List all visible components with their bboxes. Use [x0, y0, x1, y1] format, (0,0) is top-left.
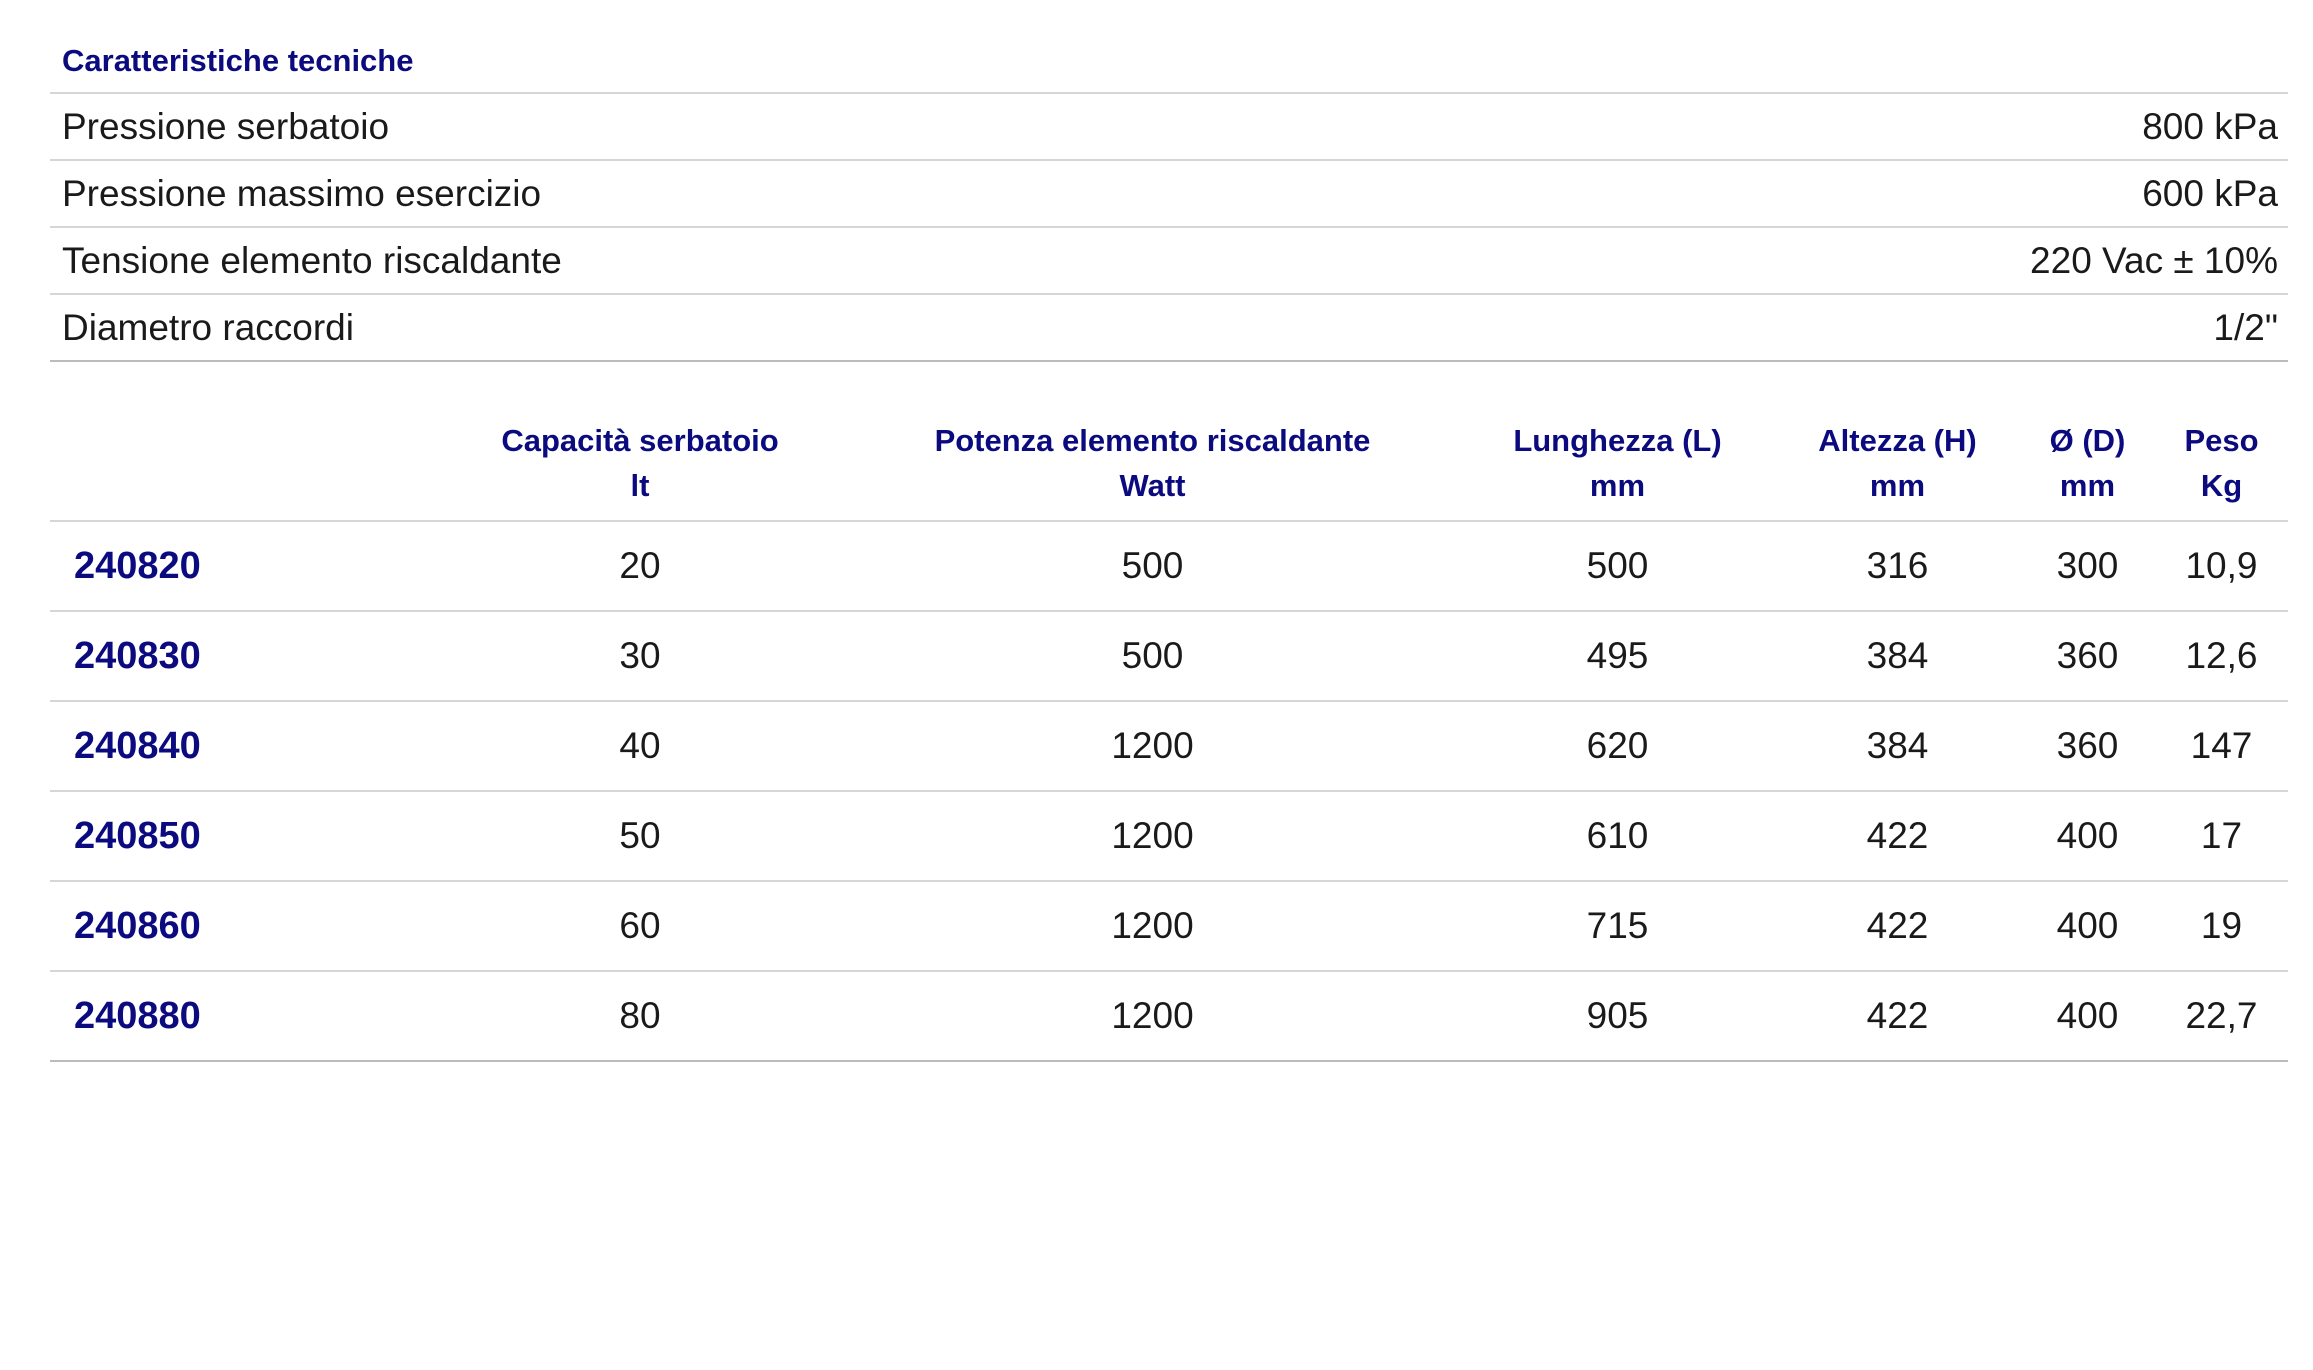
diameter-cell: 360 — [2020, 611, 2155, 701]
header-height — [1775, 408, 2020, 521]
power-cell: 1200 — [845, 791, 1460, 881]
diameter-cell: 400 — [2020, 971, 2155, 1061]
power-cell: 500 — [845, 611, 1460, 701]
header-label: Peso — [2184, 423, 2259, 458]
specs-table — [50, 30, 2288, 362]
spec-value: 800 kPa — [2142, 105, 2278, 147]
header-label: Altezza (H) — [1818, 423, 1977, 458]
weight-cell: 147 — [2155, 701, 2288, 791]
length-cell: 620 — [1460, 701, 1775, 791]
header-unit: mm — [1869, 468, 1926, 503]
spec-row — [50, 94, 2288, 161]
table-row — [50, 701, 2288, 791]
power-cell: 1200 — [845, 971, 1460, 1061]
spec-value: 220 Vac ± 10% — [2030, 239, 2278, 281]
table-row — [50, 971, 2288, 1061]
power-cell: 1200 — [845, 701, 1460, 791]
product-code: 240880 — [50, 971, 435, 1061]
header-label: Lunghezza (L) — [1513, 423, 1722, 458]
diameter-cell: 400 — [2020, 791, 2155, 881]
spec-value: 1/2" — [2213, 306, 2278, 348]
weight-cell: 22,7 — [2155, 971, 2288, 1061]
length-cell: 610 — [1460, 791, 1775, 881]
diameter-cell: 360 — [2020, 701, 2155, 791]
capacity-cell: 30 — [435, 611, 845, 701]
table-row — [50, 791, 2288, 881]
header-length — [1460, 408, 1775, 521]
power-cell: 1200 — [845, 881, 1460, 971]
product-code: 240860 — [50, 881, 435, 971]
header-unit: lt — [630, 468, 650, 503]
length-cell: 495 — [1460, 611, 1775, 701]
height-cell: 422 — [1775, 881, 2020, 971]
product-code: 240820 — [50, 521, 435, 611]
product-code: 240830 — [50, 611, 435, 701]
specs-title: Caratteristiche tecniche — [50, 30, 2288, 94]
weight-cell: 12,6 — [2155, 611, 2288, 701]
header-unit: mm — [1589, 468, 1646, 503]
header-label: Potenza elemento riscaldante — [934, 423, 1371, 458]
products-header-row — [50, 408, 2288, 521]
product-code: 240850 — [50, 791, 435, 881]
header-label: Ø (D) — [2049, 423, 2126, 458]
product-code: 240840 — [50, 701, 435, 791]
length-cell: 905 — [1460, 971, 1775, 1061]
capacity-cell: 40 — [435, 701, 845, 791]
header-unit: Kg — [2200, 468, 2243, 503]
height-cell: 384 — [1775, 701, 2020, 791]
header-label: Capacità serbatoio — [501, 423, 779, 458]
capacity-cell: 20 — [435, 521, 845, 611]
power-cell: 500 — [845, 521, 1460, 611]
header-unit: mm — [2059, 468, 2116, 503]
length-cell: 715 — [1460, 881, 1775, 971]
height-cell: 316 — [1775, 521, 2020, 611]
height-cell: 422 — [1775, 971, 2020, 1061]
diameter-cell: 400 — [2020, 881, 2155, 971]
header-weight — [2155, 408, 2288, 521]
diameter-cell: 300 — [2020, 521, 2155, 611]
spec-label: Pressione massimo esercizio — [62, 172, 542, 214]
weight-cell: 10,9 — [2155, 521, 2288, 611]
table-row — [50, 611, 2288, 701]
header-code — [50, 408, 435, 521]
spec-label: Pressione serbatoio — [62, 105, 390, 147]
spec-label: Diametro raccordi — [62, 306, 354, 348]
header-unit: Watt — [1119, 468, 1186, 503]
products-table — [50, 408, 2288, 1062]
spec-row — [50, 228, 2288, 295]
capacity-cell: 80 — [435, 971, 845, 1061]
capacity-cell: 50 — [435, 791, 845, 881]
table-row — [50, 521, 2288, 611]
weight-cell: 19 — [2155, 881, 2288, 971]
spec-label: Tensione elemento riscaldante — [62, 239, 562, 281]
weight-cell: 17 — [2155, 791, 2288, 881]
spec-row — [50, 295, 2288, 362]
length-cell: 500 — [1460, 521, 1775, 611]
header-capacity — [435, 408, 845, 521]
spec-row — [50, 161, 2288, 228]
height-cell: 422 — [1775, 791, 2020, 881]
spec-value: 600 kPa — [2142, 172, 2278, 214]
height-cell: 384 — [1775, 611, 2020, 701]
header-power — [845, 408, 1460, 521]
table-row — [50, 881, 2288, 971]
header-diameter — [2020, 408, 2155, 521]
capacity-cell: 60 — [435, 881, 845, 971]
